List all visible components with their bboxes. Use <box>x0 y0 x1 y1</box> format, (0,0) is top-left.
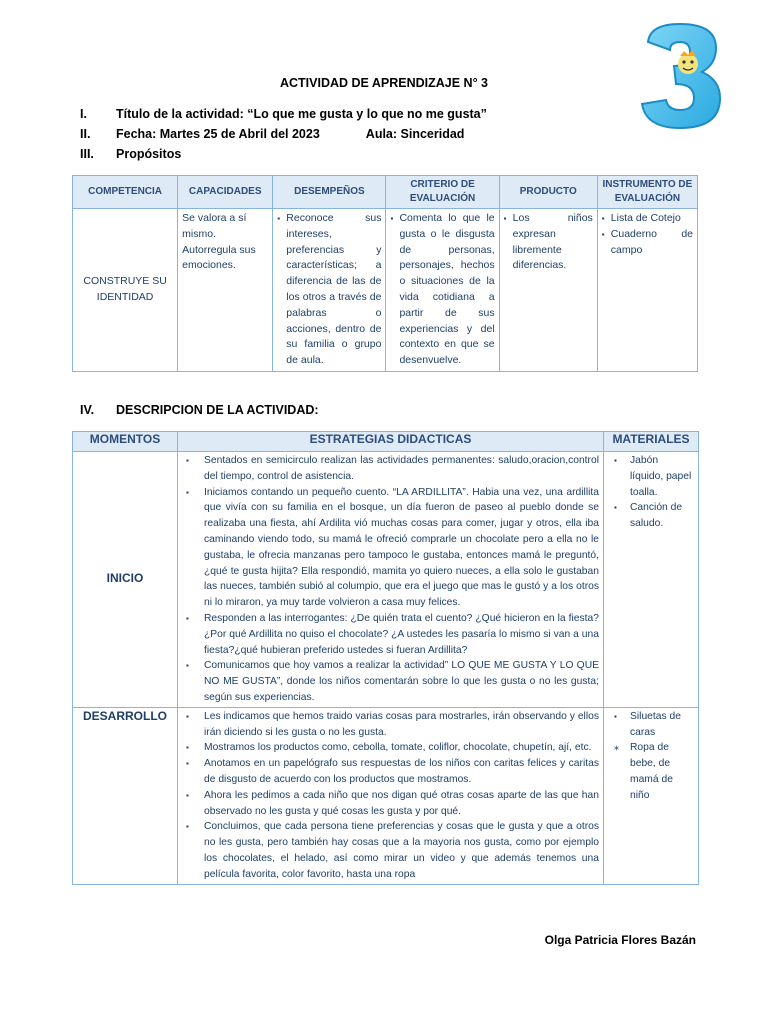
strategy-item: ▪ Responden a las interrogantes: ¿De quién trata el cuento? ¿Qué hicieron en la fiesta? ¿Por qué Ardillita no quiso el chocolate? ¿A ustedes les pasaría lo mismo si van a una fiesta?¿qué hubieran preferido ustedes si fueran Ardillita? <box>204 611 599 658</box>
material-item: ▪ Siluetas de caras <box>608 709 694 741</box>
header-producto: PRODUCTO <box>499 176 597 209</box>
strategy-item: ▪ Ahora les pedimos a cada niño que nos digan qué otras cosas aparte de las que han observado no les gusta y qué cosas les gusta y por qué. <box>204 788 599 820</box>
instrumento-cell <box>597 209 697 372</box>
producto-cell: ▪ Los niños expresan libremente diferencias. <box>499 209 597 372</box>
purposes-header-row <box>73 176 698 209</box>
section-description: IV. DESCRIPCION DE LA ACTIVIDAD: <box>80 403 319 417</box>
header-desempenos: DESEMPEÑOS <box>273 176 386 209</box>
author-signature: Olga Patricia Flores Bazán <box>544 933 696 947</box>
header-materiales: MATERIALES <box>604 432 699 452</box>
inicio-materials <box>604 452 699 708</box>
moment-desarrollo: DESARROLLO <box>73 707 178 884</box>
section-date: II. Fecha: Martes 25 de Abril del 2023 Aula: Sinceridad <box>80 127 465 141</box>
strategy-item: ▪ Mostramos los productos como, cebolla, tomate, coliflor, chocolate, chupetín, ají, etc. <box>204 740 599 756</box>
strategy-item: ▪ Les indicamos que hemos traido varias cosas para mostrarles, irán observando y ellos irán diciendo si les gusta o no les gusta. <box>204 709 599 741</box>
activity-header-row <box>73 432 699 452</box>
capacidades-cell: Se valora a sí mismo. Autorregula sus emociones. <box>178 209 273 372</box>
header-capacidades: CAPACIDADES <box>178 176 273 209</box>
strategy-item: ▪ Sentados en semicirculo realizan las actividades permanentes: saludo,oracion,control del tiempo, control de asistencia. <box>204 453 599 485</box>
desempenos-cell: ▪ Reconoce sus intereses, preferencias y características; a diferencia de las de los otros a través de palabras o acciones, dentro de su familia o grupo de aula. <box>273 209 386 372</box>
activity-table <box>72 431 699 885</box>
moment-inicio: INICIO <box>73 452 178 708</box>
material-item: ▪ Jabón líquido, papel toalla. <box>608 453 694 500</box>
purposes-row <box>73 209 698 372</box>
strategy-item: ▪ Concluimos, que cada persona tiene preferencias y cosas que le gusta y que a otros no les gusta, pero también hay cosas que a la mayoria nos gusta, como por ejemplo los chocolates, el helado, así como mirar un video y que además tenemos una película favorita, color favorito, hasta una ropa <box>204 819 599 882</box>
header-competencia: COMPETENCIA <box>73 176 178 209</box>
strategy-item: ▪ Anotamos en un papelógrafo sus respuestas de los niños con caritas felices y caritas de disgusto de acuerdo con los productos que mostramos. <box>204 756 599 788</box>
strategy-item: ▪ Comunicamos que hoy vamos a realizar la actividad” LO QUE ME GUSTA Y LO QUE NO ME GUSTA”, donde los niños comentarán sobre lo que les gusta o no les gusta; según sus experiencias. <box>204 658 599 705</box>
header-estrategias: ESTRATEGIAS DIDACTICAS <box>178 432 604 452</box>
section-purposes: III. Propósitos <box>80 147 182 161</box>
classroom-name: Aula: Sinceridad <box>365 127 465 141</box>
header-instrumento: INSTRUMENTO DE EVALUACIÓN <box>597 176 697 209</box>
desarrollo-row <box>73 707 699 884</box>
inicio-strategies <box>178 452 604 708</box>
purposes-table <box>72 175 698 372</box>
header-momentos: MOMENTOS <box>73 432 178 452</box>
instrumento-item: ▪ Cuaderno de campo <box>602 227 693 259</box>
number-three-logo <box>636 20 726 130</box>
competencia-cell: CONSTRUYE SU IDENTIDAD <box>73 209 178 372</box>
header-criterio: CRITERIO DE EVALUACIÓN <box>386 176 499 209</box>
instrumento-item: ▪ Lista de Cotejo <box>602 211 693 227</box>
page-title: ACTIVIDAD DE APRENDIZAJE N° 3 <box>279 76 489 90</box>
strategy-item: ▪ Iniciamos contando un pequeño cuento. “LA ARDILLITA”. Habia una vez, una ardillita que vivía con su familia en el bosque, un día fueron de paseo al pueblo donde se realizaba una fiesta, ahí Ardilita vió muchas cosas para comer, jugar y otros, ella iba caminando viendo todo, su mamá le ofreció comprarle un chocolate pero a ella no le gustaba, le ofrecia manzanas pero tampoco le gustaba, entonces mamá le preguntó, ¿qué te gusta hijita? Ella respondió, mamita yo quiero nueces, a ella solo le gustaban las nueces, también subió al columpio, que era el juego que mas le gustó y a los otros ni lo miraron, ya muy tarde volvieron a casa muy felices. <box>204 485 599 611</box>
section-title-activity: I. Título de la actividad: “Lo que me gusta y lo que no me gusta” <box>80 107 487 121</box>
desarrollo-strategies <box>178 707 604 884</box>
material-item: ▪ Canción de saludo. <box>608 500 694 532</box>
material-item: ⁎ Ropa de bebe, de mamá de niño <box>608 740 694 803</box>
desarrollo-materials <box>604 707 699 884</box>
criterio-cell: ▪ Comenta lo que le gusta o le disgusta de personas, personajes, hechos o situaciones de la vida cotidiana a partir de sus experiencias y del contexto en que se desenvuelve. <box>386 209 499 372</box>
inicio-row <box>73 452 699 708</box>
